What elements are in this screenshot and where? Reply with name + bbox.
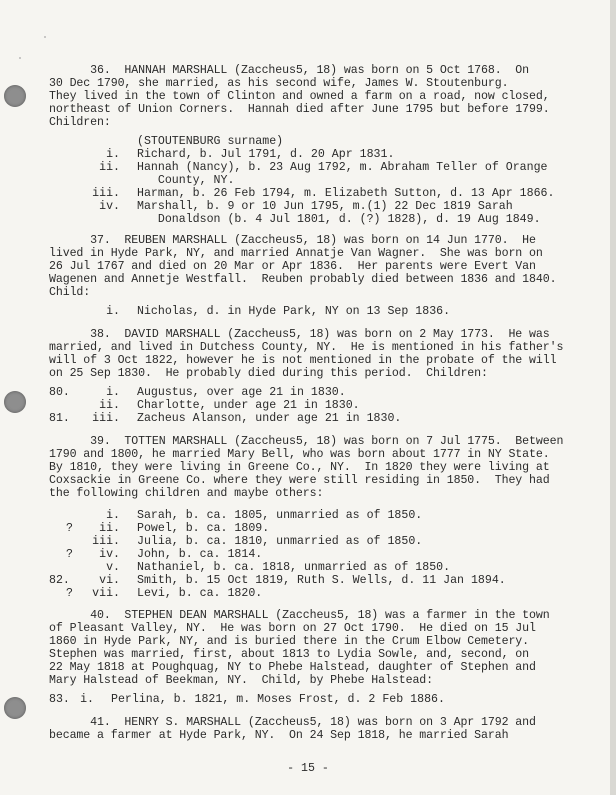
child-numeral: i. — [106, 386, 120, 399]
child-entry: John, b. ca. 1814. — [137, 548, 263, 561]
child-entry: Levi, b. ca. 1820. — [137, 587, 263, 600]
paragraph-line: Wagenen and Annetje Westfall. Reuben probably died between 1836 and 1840. — [49, 273, 557, 286]
child-numeral: ii. — [99, 161, 120, 174]
child-entry: Nathaniel, b. ca. 1818, unmarried as of 1850. — [137, 561, 451, 574]
paragraph-line: Children: — [49, 116, 111, 129]
child-numeral: iv. — [99, 548, 120, 561]
paragraph-line: lived in Hyde Park, NY, and married Annatje Van Wagner. She was born on — [49, 247, 543, 260]
scan-speck — [19, 57, 21, 59]
page-number: - 15 - — [287, 762, 329, 775]
paragraph-line: married, and lived in Dutchess County, NY. He is mentioned in his father's — [49, 341, 564, 354]
paragraph-line: 40. STEPHEN DEAN MARSHALL (Zaccheus5, 18) was a farmer in the town — [49, 609, 550, 622]
paragraph-line: will of 3 Oct 1822, however he is not mentioned in the probate of the will — [49, 354, 557, 367]
child-entry: Charlotte, under age 21 in 1830. — [137, 399, 360, 412]
paragraph-line: of Pleasant Valley, NY. He was born on 27 Oct 1790. He died on 15 Jul — [49, 622, 536, 635]
child-numeral: ii. — [99, 522, 120, 535]
paragraph-line: Mary Halstead of Beekman, NY. Child, by Phebe Halstead: — [49, 674, 434, 687]
paragraph-line: 22 May 1818 at Poughquag, NY to Phebe Halstead, daughter of Stephen and — [49, 661, 536, 674]
paragraph-line: 26 Jul 1767 and died on 20 Mar or Apr 1836. Her parents were Evert Van — [49, 260, 536, 273]
descendant-number: 80. — [49, 386, 70, 399]
child-entry: Richard, b. Jul 1791, d. 20 Apr 1831. — [137, 148, 395, 161]
child-numeral: i. — [106, 509, 120, 522]
punch-hole — [4, 391, 26, 413]
child-entry: Zacheus Alanson, under age 21 in 1830. — [137, 412, 402, 425]
paragraph-line: Stephen was married, first, about 1813 to Lydia Sowle, and, second, on — [49, 648, 530, 661]
paragraph-line: the following children and maybe others: — [49, 487, 324, 500]
child-entry: County, NY. — [137, 174, 235, 187]
child-entry: Sarah, b. ca. 1805, unmarried as of 1850. — [137, 509, 423, 522]
paragraph-line: 37. REUBEN MARSHALL (Zaccheus5, 18) was born on 14 Jun 1770. He — [49, 234, 536, 247]
descendant-number: 81. — [49, 412, 70, 425]
paragraph-line: 38. DAVID MARSHALL (Zaccheus5, 18) was born on 2 May 1773. He was — [49, 328, 550, 341]
child-numeral: iii. — [92, 535, 120, 548]
child-numeral: ii. — [99, 399, 120, 412]
uncertain-marker: ? — [66, 522, 73, 535]
child-entry: Marshall, b. 9 or 10 Jun 1795, m.(1) 22 Dec 1819 Sarah — [137, 200, 513, 213]
punch-hole — [4, 697, 26, 719]
paragraph-line: northeast of Union Corners. Hannah died after June 1795 but before 1799. — [49, 103, 550, 116]
descendant-number: 82. — [49, 574, 70, 587]
paragraph-line: 30 Dec 1790, she married, as his second wife, James W. Stoutenburg. — [49, 77, 509, 90]
paragraph-line: became a farmer at Hyde Park, NY. On 24 Sep 1818, he married Sarah — [49, 729, 509, 742]
surname-note: (STOUTENBURG surname) — [137, 135, 284, 148]
child-numeral: i. — [106, 305, 120, 318]
child-numeral: v. — [106, 561, 120, 574]
child-entry: Augustus, over age 21 in 1830. — [137, 386, 346, 399]
child-entry: Julia, b. ca. 1810, unmarried as of 1850. — [137, 535, 423, 548]
paragraph-line: 1790 and 1800, he married Mary Bell, who was born about 1777 in NY State. — [49, 448, 550, 461]
child-numeral: i. — [80, 693, 94, 706]
child-entry: Nicholas, d. in Hyde Park, NY on 13 Sep 1836. — [137, 305, 451, 318]
paragraph-line: 1860 in Hyde Park, NY, and is buried there in the Crum Elbow Cemetery. — [49, 635, 530, 648]
descendant-number: 83. — [49, 693, 70, 706]
paragraph-line: 36. HANNAH MARSHALL (Zaccheus5, 18) was born on 5 Oct 1768. On — [49, 64, 530, 77]
child-entry: Hannah (Nancy), b. 23 Aug 1792, m. Abraham Teller of Orange — [137, 161, 548, 174]
child-numeral: vi. — [99, 574, 120, 587]
punch-hole — [4, 85, 26, 107]
paragraph-line: Child: — [49, 286, 91, 299]
child-entry: Powel, b. ca. 1809. — [137, 522, 270, 535]
child-entry: Perlina, b. 1821, m. Moses Frost, d. 2 Feb 1886. — [111, 693, 445, 706]
paragraph-line: on 25 Sep 1830. He probably died during this period. Children: — [49, 367, 488, 380]
child-numeral: iii. — [92, 412, 120, 425]
scan-speck — [44, 36, 46, 38]
page-edge — [610, 0, 616, 795]
uncertain-marker: ? — [66, 587, 73, 600]
child-numeral: iii. — [92, 187, 120, 200]
paragraph-line: Coxsackie in Greene Co. where they were still residing in 1850. They had — [49, 474, 550, 487]
paragraph-line: By 1810, they were living in Greene Co., NY. In 1820 they were living at — [49, 461, 550, 474]
child-entry: Smith, b. 15 Oct 1819, Ruth S. Wells, d. 11 Jan 1894. — [137, 574, 506, 587]
uncertain-marker: ? — [66, 548, 73, 561]
child-entry: Donaldson (b. 4 Jul 1801, d. (?) 1828), d. 19 Aug 1849. — [137, 213, 541, 226]
child-numeral: iv. — [99, 200, 120, 213]
paragraph-line: 39. TOTTEN MARSHALL (Zaccheus5, 18) was born on 7 Jul 1775. Between — [49, 435, 564, 448]
child-numeral: vii. — [92, 587, 120, 600]
child-entry: Harman, b. 26 Feb 1794, m. Elizabeth Sutton, d. 13 Apr 1866. — [137, 187, 555, 200]
paragraph-line: 41. HENRY S. MARSHALL (Zaccheus5, 18) was born on 3 Apr 1792 and — [49, 716, 536, 729]
child-numeral: i. — [106, 148, 120, 161]
paragraph-line: They lived in the town of Clinton and owned a farm on a road, now closed, — [49, 90, 550, 103]
